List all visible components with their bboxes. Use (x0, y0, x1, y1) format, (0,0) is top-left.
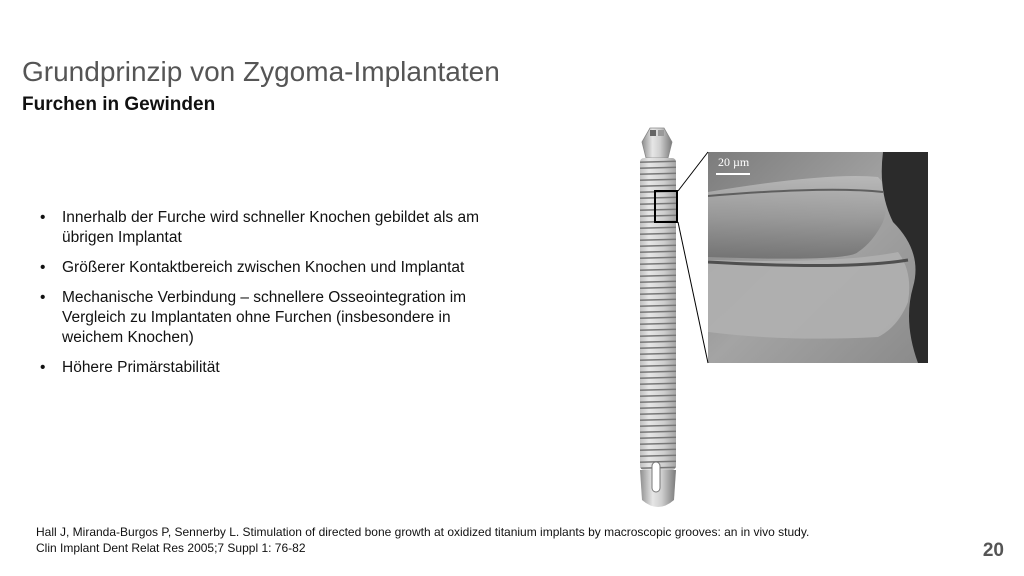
sem-micrograph-image (708, 152, 928, 363)
reference-line: Hall J, Miranda-Burgos P, Sennerby L. Stimulation of directed bone growth at oxidized titanium implants by macroscopic grooves: an in vivo study. (36, 525, 810, 539)
reference-citation (36, 524, 936, 556)
slide-title: Grundprinzip von Zygoma-Implantaten (22, 56, 500, 87)
zygoma-implant-image (628, 122, 688, 514)
bullet-list (40, 208, 510, 388)
reference-line: Clin Implant Dent Relat Res 2005;7 Suppl 1: 76-82 (36, 541, 306, 555)
bullet-item: • Größerer Kontaktbereich zwischen Knochen und Implantat (40, 258, 510, 278)
scale-bar-label: 20 µm (718, 155, 750, 169)
bullet-item: • Höhere Primärstabilität (40, 358, 510, 378)
bullet-item: • Innerhalb der Furche wird schneller Knochen gebildet als am übrigen Implantat (40, 208, 510, 248)
magnification-box (654, 190, 678, 223)
bullet-item: • Mechanische Verbindung – schnellere Osseointegration im Vergleich zu Implantaten ohne Furchen (insbesondere in weichem Knochen) (40, 288, 510, 348)
slide-subtitle: Furchen in Gewinden (22, 94, 216, 115)
page-number: 20 (982, 540, 1004, 561)
